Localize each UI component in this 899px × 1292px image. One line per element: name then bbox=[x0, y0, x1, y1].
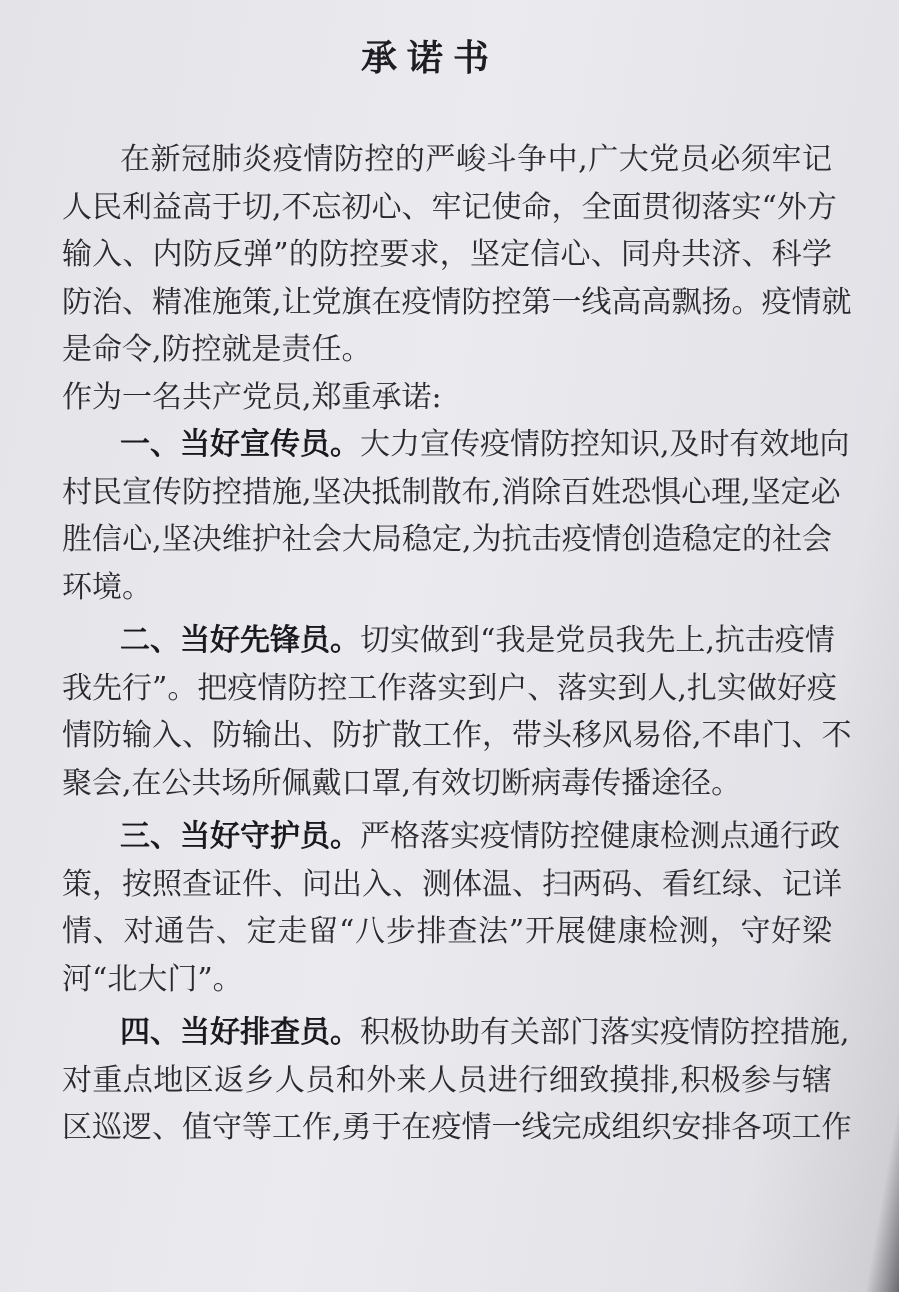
point-heading: 二、当好先锋员。 bbox=[120, 623, 360, 658]
text-line: 对重点地区返乡人员和外来人员进行细致摸排,积极参与辖 bbox=[62, 1062, 832, 1098]
text-line: 切实做到“我是党员我先上,抗击疫情 bbox=[360, 623, 835, 658]
text-line: 在新冠肺炎疫情防控的严峻斗争中,广大党员必须牢记 bbox=[120, 142, 832, 177]
text-line: 严格落实疫情防控健康检测点通行政 bbox=[360, 819, 840, 854]
text-line: 村民宣传防控措施,坚决抵制散布,消除百姓恐惧心理,坚定必 bbox=[62, 474, 841, 510]
point-heading: 三、当好守护员。 bbox=[120, 819, 360, 854]
point-heading: 四、当好排查员。 bbox=[120, 1015, 360, 1050]
text-line: 大力宣传疫情防控知识,及时有效地向 bbox=[360, 427, 850, 462]
pledge-point-2 bbox=[62, 617, 852, 807]
pledge-point-4 bbox=[62, 1009, 852, 1152]
text-line: 胜信心,坚决维护社会大局稳定,为抗击疫情创造稳定的社会 bbox=[62, 522, 832, 557]
text-line: 情防输入、防输出、防扩散工作，带头移风易俗,不串门、不 bbox=[62, 718, 852, 753]
pledge-point-3 bbox=[62, 813, 842, 1003]
point-heading: 一、当好宣传员。 bbox=[120, 427, 360, 462]
intro-paragraph bbox=[62, 136, 852, 374]
text-line: 是命令,防控就是责任。 bbox=[62, 332, 372, 367]
text-line: 我先行”。把疫情防控工作落实到户、落实到人,扎实做好疫 bbox=[62, 670, 837, 706]
text-line: 聚会,在公共场所佩戴口罩,有效切断病毒传播途径。 bbox=[62, 765, 742, 801]
text-line: 河“北大门”。 bbox=[62, 961, 243, 997]
text-line: 人民利益高于切,不忘初心、牢记使命，全面贯彻落实“外方 bbox=[62, 189, 837, 225]
pledge-point-1 bbox=[62, 421, 850, 611]
document-body bbox=[62, 136, 852, 1152]
text-line: 输入、内防反弹”的防控要求，坚定信心、同舟共济、科学 bbox=[62, 237, 832, 272]
document-title: 承诺书 bbox=[360, 37, 499, 79]
text-line: 区巡逻、值守等工作,勇于在疫情一线完成组织安排各项工作 bbox=[62, 1110, 852, 1145]
text-line: 环境。 bbox=[62, 569, 152, 605]
text-line: 防治、精准施策,让党旗在疫情防控第一线高高飘扬。疫情就 bbox=[62, 284, 852, 320]
text-line: 情、对通告、定走留“八步排查法”开展健康检测，守好梁 bbox=[62, 914, 832, 949]
text-line: 积极协助有关部门落实疫情防控措施, bbox=[360, 1015, 850, 1050]
text-line: 策，按照查证件、问出入、测体温、扫两码、看红绿、记详 bbox=[62, 866, 842, 902]
pledge-intro: 作为一名共产党员,郑重承诺: bbox=[62, 379, 442, 415]
